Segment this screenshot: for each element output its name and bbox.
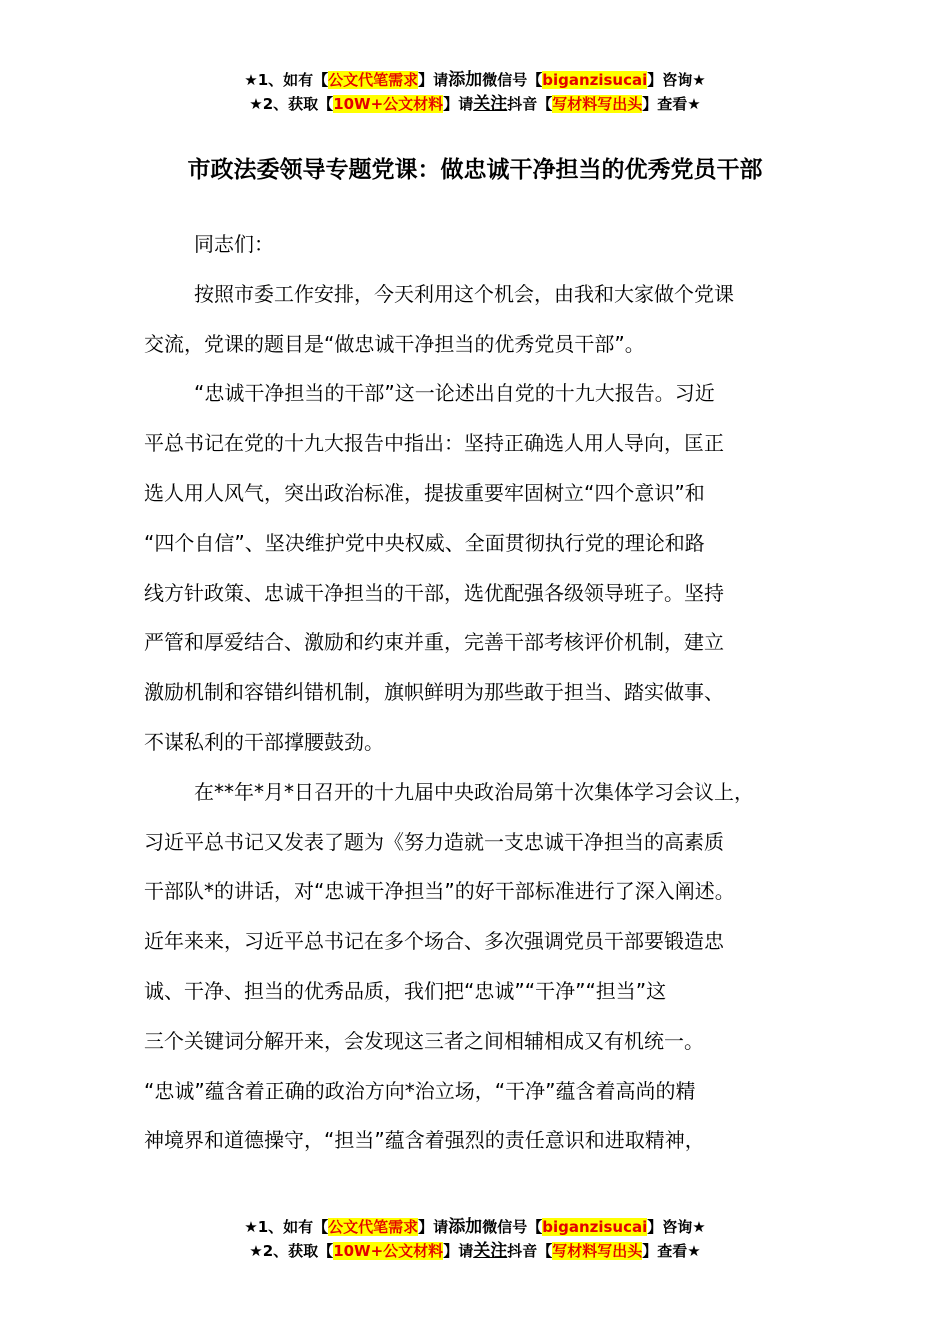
body-text-line: 神境界和道德操守，“担当”蕴含着强烈的责任意识和进取精神， [144, 1128, 705, 1153]
header-promo-banner [0, 68, 950, 116]
star-icon: ★ [244, 71, 258, 89]
body-text-line: 激励机制和容错纠错机制，旗帜鲜明为那些敢于担当、踏实做事、 [144, 680, 724, 705]
promo-highlight-service: 公文代笔需求 [328, 71, 419, 89]
promo-highlight-douyin-account: 写材料写出头 [552, 1242, 643, 1260]
body-text-line: 平总书记在党的十九大报告中指出：坚持正确选人用人导向，匡正 [144, 431, 724, 456]
body-text-line: 干部队*的讲话，对“忠诚干净担当”的好干部标准进行了深入阐述。 [144, 879, 735, 904]
promo-line-1: ★1、如有【公文代笔需求】请添加微信号【biganzisucai】咨询★ [244, 1217, 706, 1237]
body-text-line: 按照市委工作安排，今天利用这个机会，由我和大家做个党课 [194, 281, 734, 306]
promo-highlight-wechat-id: biganzisucai [542, 71, 648, 89]
promo-line-2: ★2、获取【10W+公文材料】请关注抖音【写材料写出头】查看★ [249, 94, 701, 114]
body-text-line: “四个自信”、坚决维护党中央权威、全面贯彻执行党的理论和路 [144, 530, 705, 555]
star-icon: ★ [249, 95, 263, 113]
body-text-line: 同志们： [194, 232, 274, 256]
star-icon: ★ [244, 1218, 258, 1236]
star-icon: ★ [249, 1242, 263, 1260]
promo-line-1: ★1、如有【公文代笔需求】请添加微信号【biganzisucai】咨询★ [244, 70, 706, 90]
promo-emphasis-add: 添加 [448, 1217, 483, 1237]
body-text-line: 诚、干净、担当的优秀品质，我们把“忠诚”“干净”“担当”这 [144, 978, 667, 1003]
body-text-line: 线方针政策、忠诚干净担当的干部，选优配强各级领导班子。坚持 [144, 580, 724, 605]
promo-line-2: ★2、获取【10W+公文材料】请关注抖音【写材料写出头】查看★ [249, 1241, 701, 1261]
promo-emphasis-add: 添加 [448, 70, 483, 90]
body-text-line: 交流，党课的题目是“做忠诚干净担当的优秀党员干部”。 [144, 331, 645, 356]
document-body [144, 220, 824, 1166]
promo-highlight-materials: 10W+公文材料 [333, 1242, 444, 1260]
body-text-line: 严管和厚爱结合、激励和约束并重，完善干部考核评价机制，建立 [144, 630, 724, 655]
footer-promo-banner [0, 1215, 950, 1263]
body-text-line: “忠诚干净担当的干部”这一论述出自党的十九大报告。习近 [194, 381, 715, 406]
body-text-line: 近年来来，习近平总书记在多个场合、多次强调党员干部要锻造忠 [144, 929, 724, 954]
body-text-line: 在**年*月*日召开的十九届中央政治局第十次集体学习会议上， [194, 779, 754, 804]
document-title: 市政法委领导专题党课：做忠诚干净担当的优秀党员干部 [187, 157, 763, 183]
promo-emphasis-follow: 关注 [473, 94, 508, 114]
promo-emphasis-follow: 关注 [473, 1241, 508, 1261]
promo-highlight-douyin-account: 写材料写出头 [552, 95, 643, 113]
body-text-line: 选人用人风气，突出政治标准，提拔重要牢固树立“四个意识”和 [144, 480, 705, 505]
promo-highlight-service: 公文代笔需求 [328, 1218, 419, 1236]
body-text-line: 习近平总书记又发表了题为《努力造就一支忠诚干净担当的高素质 [144, 829, 724, 854]
body-text-line: “忠诚”蕴含着正确的政治方向*治立场，“干净”蕴含着高尚的精 [144, 1078, 696, 1103]
promo-highlight-wechat-id: biganzisucai [542, 1218, 648, 1236]
body-text-line: 不谋私利的干部撑腰鼓劲。 [144, 729, 384, 754]
promo-highlight-materials: 10W+公文材料 [333, 95, 444, 113]
body-text-line: 三个关键词分解开来，会发现这三者之间相辅相成又有机统一。 [144, 1028, 704, 1053]
